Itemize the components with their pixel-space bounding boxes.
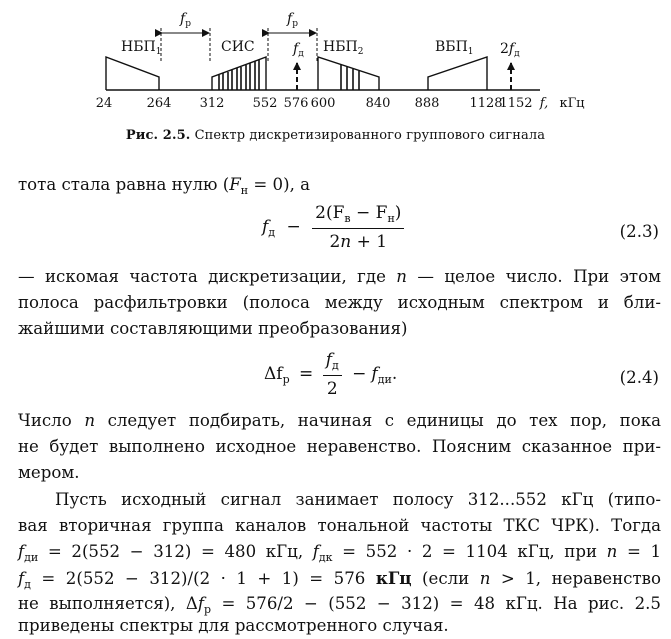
calc-segment: f: [18, 569, 25, 588]
calc-segment: n: [479, 569, 491, 588]
calc-segment: = 576/2 − (552 − 312) = 48 кГц. На рис. 2.5: [211, 594, 661, 613]
nbp2-band: [318, 57, 379, 90]
calc-segment: д: [24, 578, 31, 591]
axis-unit: кГц: [559, 96, 585, 111]
text-line: не будет выполнено исходное неравенство. Поясним сказанное при-: [18, 437, 661, 456]
axis-variable: f,: [539, 96, 549, 111]
caption-text: Спектр дискретизированного группового сигнала: [194, 128, 546, 143]
tick-label: 1152: [499, 96, 533, 111]
calc-segment: дк: [318, 551, 333, 564]
text-line: Число n следует подбирать, начиная с единицы до тех пор, пока: [18, 411, 661, 430]
text-line: приведены спектры для рассмотренного случая.: [18, 616, 449, 635]
tick-label: 840: [365, 96, 391, 111]
text-line: вая вторичная группа каналов тональной частоты ТКС ЧРК). Тогда: [18, 516, 661, 535]
calc-segment: f: [18, 542, 25, 561]
calc-segment: n: [606, 542, 618, 561]
spectrum-figure: [0, 0, 671, 130]
calc-segment: (если: [411, 569, 480, 588]
calc-segment: = 552 · 2 = 1104 кГц, при: [332, 542, 607, 561]
tick-label: 600: [310, 96, 336, 111]
vbp1-label: $ВБП_1$: [435, 39, 474, 57]
text-line: жайшими составляющими преобразования): [18, 319, 408, 338]
nbp2-label: $НБП_2$: [323, 39, 364, 57]
fd-label: $f_д$: [293, 41, 304, 59]
text-line: Пусть исходный сигнал занимает полосу 312...552 кГц (типо-: [55, 490, 661, 509]
calc-segment: = 1: [617, 542, 662, 561]
caption-prefix: Рис. 2.5.: [125, 128, 191, 143]
calc-segment: f: [197, 594, 204, 613]
nbp1-band: [106, 57, 159, 90]
fr-label-2: $f_р$: [287, 11, 298, 29]
text-line: тота стала равна нулю $(F_н = 0)$, а: [18, 175, 311, 197]
equation-number: (2.3): [619, 222, 659, 241]
nbp2-hatching: [341, 65, 359, 90]
text-line: мером.: [18, 463, 80, 482]
calc-segment: = 2(552 − 312) = 480 кГц,: [38, 542, 313, 561]
sis-hatching: [219, 60, 259, 90]
fr-label-1: $f_р$: [180, 11, 191, 29]
calc-segment: р: [204, 603, 212, 616]
tick-label: 888: [414, 96, 440, 111]
equation-number: (2.4): [619, 368, 659, 387]
tick-label: 24: [95, 96, 113, 111]
fr-arrow-1: [161, 28, 210, 62]
tick-label: 1128: [469, 96, 503, 111]
text-line: — искомая частота дискретизации, где n — целое число. При этом: [18, 267, 661, 286]
vbp1-band: [428, 57, 487, 90]
equation-2-4: $\Delta f_р$ = $\frac{f_д}{2}$ − $f_{ди}$.: [264, 350, 398, 399]
calc-segment: f: [312, 542, 319, 561]
tick-label: 552: [252, 96, 278, 111]
tick-label: 264: [146, 96, 172, 111]
calc-segment: > 1, неравенство: [490, 569, 661, 588]
calc-segment: не выполняется), Δ: [18, 594, 198, 613]
calc-segment: кГц: [375, 568, 412, 588]
figure-caption: [0, 128, 671, 143]
tick-label: 312: [199, 96, 225, 111]
text-line: полоса расфильтровки (полоса между исходным спектром и бли-: [18, 293, 661, 312]
twofd-label: $2f_д$: [500, 41, 520, 59]
equation-2-3: $f_д$ − $\frac{2(F_в - F_н)}{2n + 1}$: [262, 203, 404, 252]
sis-band: [212, 57, 266, 90]
nbp1-label: $НБП_1$: [121, 39, 162, 57]
calc-segment: = 2(552 − 312)/(2 · 1 + 1) = 576: [30, 569, 376, 588]
calc-segment: ди: [24, 551, 39, 564]
sis-label: СИС: [221, 39, 255, 55]
tick-label: 576: [283, 96, 309, 111]
